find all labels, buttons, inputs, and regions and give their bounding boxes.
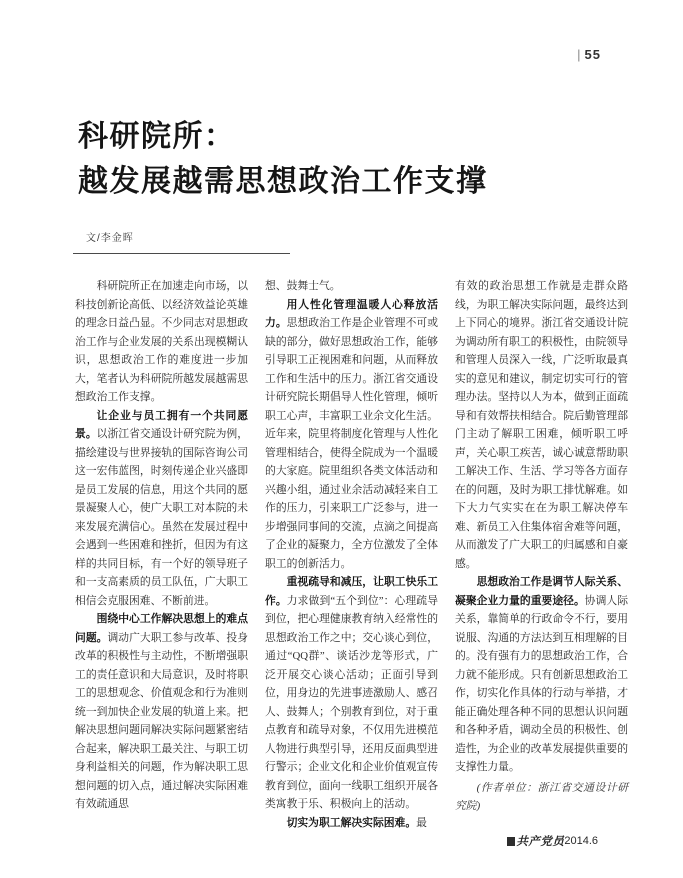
journal-issue: 2014.6 [564,835,598,847]
byline: 文/李金晖 [86,233,134,244]
page-number [577,47,601,62]
article-title-line1: 科研院所： [78,120,236,153]
paragraph: 让企业与员工拥有一个共同愿景。以浙江省交通设计研究院为例，描绘建设与世界接轨的国际咨询公司这一宏伟蓝图，时刻传递企业兴盛即是员工发展的信息，用这个共同的愿景凝聚人心，使广大职工对本院的未来发展充满信心。虽然在发展过程中会遇到一些困难和挫折，但因为有这样的共同目标，有一个好的领导班子和一支高素质的员工队伍，广大职工相信会克服困难、不断前进。 [75,409,249,607]
text-column-3 [455,277,628,832]
paragraph: 科研院所正在加速走向市场，以科技创新论高低、以经济效益论英雄的理念日益凸显。不少同志对思想政治工作与企业发展的关系出现模糊认识，思想政治工作的难度进一步加大，笔者认为科研院所越发展越需思想政治工作支撑。 [75,280,248,403]
page-number-separator: | [577,47,582,62]
paragraph: 想、鼓舞士气。 [265,280,341,292]
paragraph: 围绕中心工作解决思想上的难点问题。调动广大职工参与改革、投身改革的积极性与主动性，不断增强职工的责任意识和大局意识，及时将职工的思想观念、价值观念和行为准则统一到加快企业发展的轨道上来。把解决思想问题同解决实际问题紧密结合起来，解决职工最关注、与职工切身利益相关的问题，作为解决职工思想问题的切入点，通过解决实际困难有效疏通思 [75,613,249,810]
byline-divider [73,253,290,254]
paragraph-lead: 思想政治工作是调节人际关系、凝聚企业力量的重要途径。 [455,576,628,607]
page-number-value: 55 [584,47,601,62]
text-column-1 [75,277,248,832]
paragraph: 重视疏导和减压，让职工快乐工作。力求做到“五个到位”：心理疏导到位，把心理健康教育纳入经常性的思想政治工作之中；交心谈心到位，通过“QQ群”、谈话沙龙等形式，广泛开展交心谈心活动；正面引导到位，用身边的先进事迹激励人、感召人、鼓舞人；个别教育到位，对于重点教育和疏导对象，不仅用先进模范人物进行典型引导，还用反面典型进行警示；企业文化和企业价值观宣传教育到位，面向一线职工组织开展各类寓教于乐、积极向上的活动。 [265,576,438,810]
article-body [75,277,628,832]
author-note: (作者单位：浙江省交通设计研究院) [455,781,628,812]
journal-emblem-icon [507,837,515,846]
article-title-line2: 越发展越需思想政治工作支撑 [78,165,488,198]
journal-logo: 共产党员 [516,836,565,848]
paragraph: 思想政治工作是调节人际关系、凝聚企业力量的重要途径。协调人际关系，靠简单的行政命令不行，要用说服、沟通的方法达到互相理解的目的。没有强有力的思想政治工作，合力就不能形成。只有创新思想政治工作，切实化作具体的行动与举措，才能正确处理各种不同的思想认识问题和各种矛盾，调动全员的积极性、创造性，为企业的改革发展提供重要的支撑性力量。 [455,576,629,773]
paragraph: 用人性化管理温暖人心释放活力。思想政治工作是企业管理不可或缺的部分，做好思想政治工作，能够引导职工正视困难和问题，从而释放工作和生活中的压力。浙江省交通设计研究院长期倡导人性化管理，倾听职工心声，丰富职工业余文化生活。近年来，院里将制度化管理与人性化管理相结合，使得全院成为一个温暖的大家庭。院里组织各类文体活动和兴趣小组，通过业余活动减轻来自工作的压力，引来职工广泛参与，进一步增强同事间的交流，点滴之间提高了企业的凝聚力，全方位激发了全体职工的创新活力。 [265,298,439,570]
article-title [78,114,618,204]
paragraph-lead: 让企业与员工拥有一个共同愿景。 [75,409,248,440]
paragraph: 切实为职工解决实际困难。最 [286,816,427,829]
journal-footer [507,833,598,849]
paragraph: 有效的政治思想工作就是走群众路线，为职工解决实际问题，最终达到上下同心的境界。浙江省交通设计院为调动所有职工的积极性，由院领导和管理人员深入一线，广泛听取最真实的意见和建议，制定切实可行的管理办法。坚持以人为本，做到正面疏导和有效帮扶相结合。院后勤管理部门主动了解职工困难，倾听职工呼声，关心职工疾苦，诚心诚意帮助职工解决工作、生活、学习等各方面存在的问题，及时为职工排忧解难。如下大力气实实在在为职工解决停车难、新员工入住集体宿舍难等问题，从而激发了广大职工的归属感和自豪感。 [455,280,628,570]
paragraph-lead: 围绕中心工作解决思想上的难点问题。 [75,613,248,644]
text-column-2 [265,277,438,832]
paragraph-lead: 重视疏导和减压，让职工快乐工作。 [265,576,438,607]
paragraph-lead: 切实为职工解决实际困难。 [286,816,417,829]
paragraph-lead: 用人性化管理温暖人心释放活力。 [265,298,438,329]
